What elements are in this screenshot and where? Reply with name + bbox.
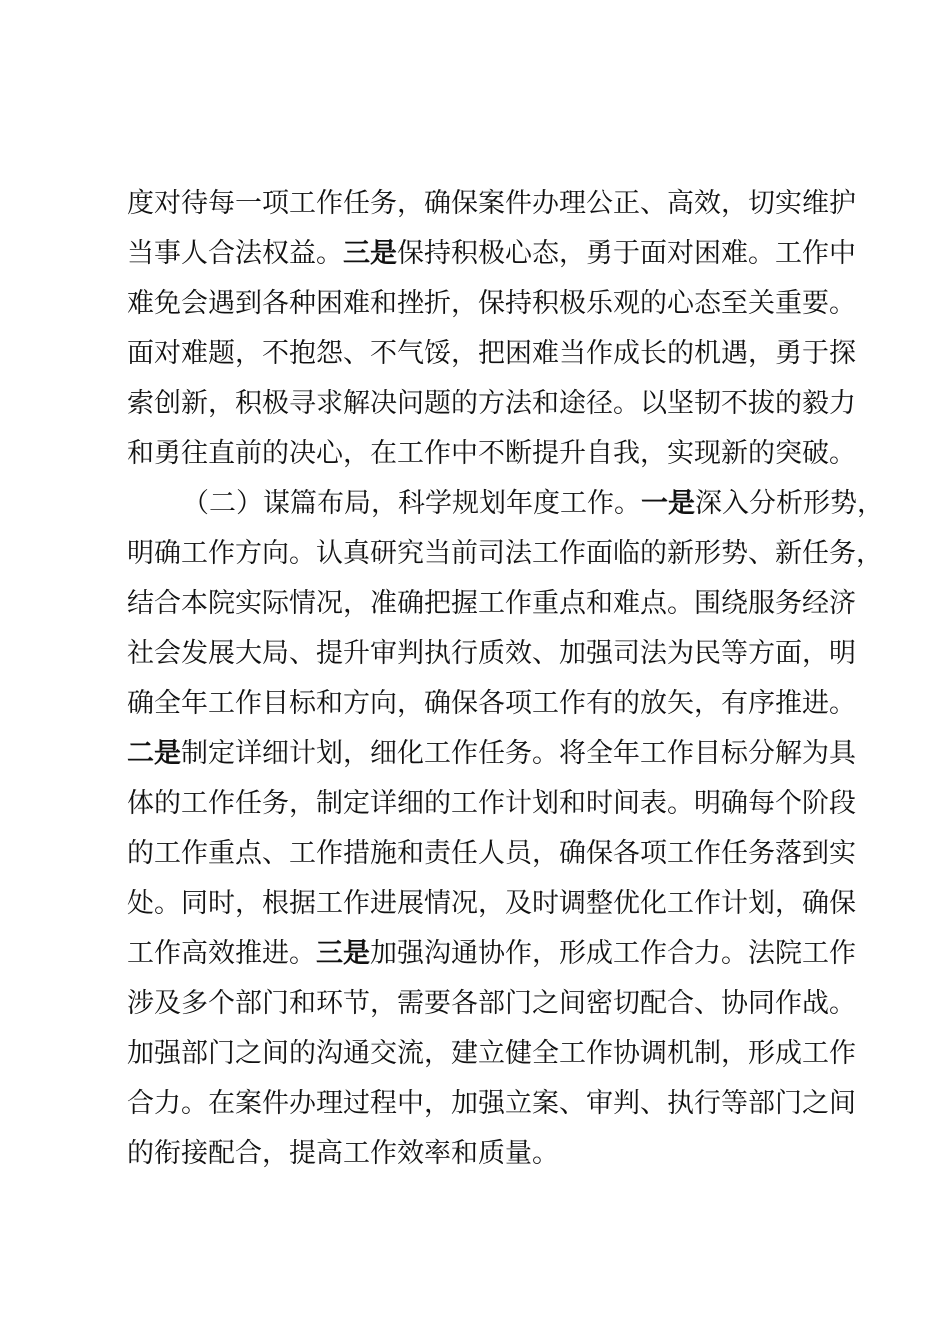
text-run: 深入分析形势， [695, 488, 884, 519]
text-line [127, 729, 856, 779]
keyword-bold: 三是 [316, 938, 370, 969]
section-heading-line [127, 479, 884, 529]
text-line: 度对待每一项工作任务，确保案件办理公正、高效，切实维护 [127, 188, 856, 219]
text-line: 确全年工作目标和方向，确保各项工作有的放矢，有序推进。 [127, 688, 856, 719]
text-line: 涉及多个部门和环节，需要各部门之间密切配合、协同作战。 [127, 988, 856, 1019]
keyword-bold: 三是 [343, 238, 397, 269]
text-line: 难免会遇到各种困难和挫折，保持积极乐观的心态至关重要。 [127, 288, 856, 319]
text-line: 处。同时，根据工作进展情况，及时调整优化工作计划，确保 [127, 888, 856, 919]
keyword-bold: 一是 [641, 488, 695, 519]
text-line: 明确工作方向。认真研究当前司法工作面临的新形势、新任务， [127, 538, 883, 569]
text-line: 合力。在案件办理过程中，加强立案、审判、执行等部门之间 [127, 1088, 856, 1119]
text-run: 加强沟通协作，形成工作合力。法院工作 [370, 938, 856, 969]
text-line: 的工作重点、工作措施和责任人员，确保各项工作任务落到实 [127, 838, 856, 869]
text-run: 制定详细计划，细化工作任务。将全年工作目标分解为具 [181, 738, 856, 769]
text-line: 和勇往直前的决心，在工作中不断提升自我，实现新的突破。 [127, 438, 856, 469]
text-run: 保持积极心态，勇于面对困难。工作中 [397, 238, 856, 269]
text-run: 当事人合法权益。 [127, 238, 343, 269]
text-line [127, 929, 856, 979]
keyword-bold: 二是 [127, 738, 181, 769]
section-heading: （二）谋篇布局，科学规划年度工作。 [182, 488, 641, 519]
body-text [127, 179, 884, 1179]
text-line: 的衔接配合，提高工作效率和质量。 [127, 1138, 559, 1169]
text-run: 工作高效推进。 [127, 938, 316, 969]
text-line: 面对难题，不抱怨、不气馁，把困难当作成长的机遇，勇于探 [127, 338, 856, 369]
text-line: 结合本院实际情况，准确把握工作重点和难点。围绕服务经济 [127, 588, 856, 619]
text-line [127, 229, 856, 279]
text-line: 体的工作任务，制定详细的工作计划和时间表。明确每个阶段 [127, 788, 856, 819]
text-line: 索创新，积极寻求解决问题的方法和途径。以坚韧不拔的毅力 [127, 388, 856, 419]
text-line: 社会发展大局、提升审判执行质效、加强司法为民等方面，明 [127, 638, 856, 669]
text-line: 加强部门之间的沟通交流，建立健全工作协调机制，形成工作 [127, 1038, 856, 1069]
